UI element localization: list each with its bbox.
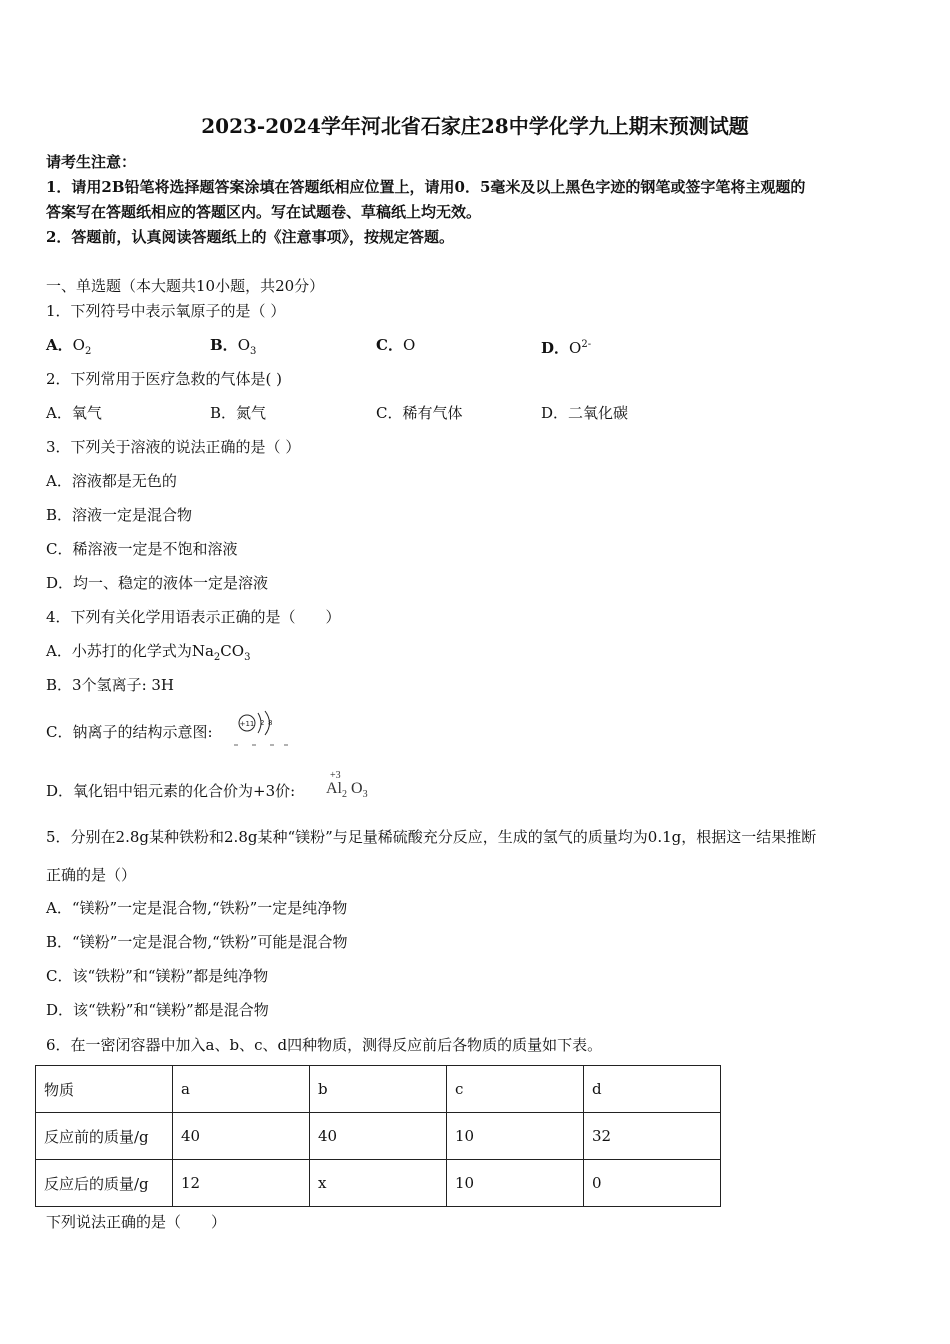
table-cell: 反应前的质量/g bbox=[36, 1113, 173, 1160]
q1-option-b-label: B． bbox=[210, 336, 238, 354]
q5-option-a[interactable]: A．“镁粉”一定是混合物,“铁粉”一定是纯净物 bbox=[46, 899, 348, 917]
q4-option-a-sub2: 3 bbox=[244, 652, 251, 663]
table-header-cell: 物质 bbox=[36, 1066, 173, 1113]
notice-line-1b: 答案写在答题纸相应的答题区内。写在试题卷、草稿纸上均无效。 bbox=[46, 203, 482, 221]
q4-option-a-mid: CO bbox=[220, 642, 245, 660]
q2-option-a[interactable]: A．氧气 bbox=[46, 404, 102, 422]
formula-sub-2: 3 bbox=[362, 789, 368, 801]
q2-option-c[interactable]: C．稀有气体 bbox=[376, 404, 463, 422]
q2-option-b[interactable]: B．氮气 bbox=[210, 404, 267, 422]
mass-table bbox=[35, 1065, 721, 1207]
diagram-nucleus-label: +11 bbox=[239, 720, 255, 728]
q3-option-b[interactable]: B．溶液一定是混合物 bbox=[46, 506, 193, 524]
q4-option-a[interactable] bbox=[46, 641, 250, 668]
table-row bbox=[36, 1160, 721, 1207]
table-header-cell: a bbox=[173, 1066, 310, 1113]
formula-al: Al bbox=[326, 780, 342, 797]
formula-text bbox=[326, 780, 368, 800]
q5-option-c[interactable]: C．该“铁粉”和“镁粉”都是纯净物 bbox=[46, 967, 269, 985]
formula-o: O bbox=[351, 780, 363, 797]
table-cell: 32 bbox=[584, 1113, 721, 1160]
q4-option-a-text: A．小苏打的化学式为Na bbox=[46, 642, 214, 660]
q3-option-c[interactable]: C．稀溶液一定是不饱和溶液 bbox=[46, 540, 238, 558]
q6-stem: 6．在一密闭容器中加入a、b、c、d四种物质，测得反应前后各物质的质量如下表。 bbox=[46, 1036, 603, 1054]
q3-option-d[interactable]: D．均一、稳定的液体一定是溶液 bbox=[46, 574, 269, 592]
page-title: 2023-2024学年河北省石家庄28中学化学九上期末预测试题 bbox=[201, 114, 749, 138]
table-cell: x bbox=[310, 1160, 447, 1207]
table-cell: 12 bbox=[173, 1160, 310, 1207]
table-cell: 10 bbox=[447, 1113, 584, 1160]
aluminum-oxide-valence-formula bbox=[326, 770, 386, 804]
q1-stem: 1．下列符号中表示氧原子的是（ ） bbox=[46, 302, 286, 320]
sodium-ion-structure-diagram bbox=[232, 710, 292, 750]
section-heading: 一、单选题（本大题共10小题，共20分） bbox=[46, 277, 325, 295]
formula-sub-1: 2 bbox=[342, 789, 347, 801]
q3-stem: 3．下列关于溶液的说法正确的是（ ） bbox=[46, 438, 301, 456]
table-cell: 0 bbox=[584, 1160, 721, 1207]
diagram-shell-1-label: 2 bbox=[260, 719, 265, 727]
q1-option-a-sub: 2 bbox=[84, 346, 92, 357]
q4-option-a-sub1: 2 bbox=[213, 652, 221, 663]
q1-option-b-text: O bbox=[237, 336, 250, 354]
table-header-cell: c bbox=[447, 1066, 584, 1113]
valence-label: +3 bbox=[330, 770, 341, 781]
q5-option-d[interactable]: D．该“铁粉”和“镁粉”都是混合物 bbox=[46, 1001, 269, 1019]
q1-option-d-label: D． bbox=[541, 339, 570, 357]
table-cell: 反应后的质量/g bbox=[36, 1160, 173, 1207]
q1-option-d-text: O bbox=[569, 339, 582, 357]
q5-option-b[interactable]: B．“镁粉”一定是混合物,“铁粉”可能是混合物 bbox=[46, 933, 348, 951]
q2-option-d[interactable]: D．二氧化碳 bbox=[541, 404, 629, 422]
q5-stem-line-1: 5．分别在2.8g某种铁粉和2.8g某种“镁粉”与足量稀硫酸充分反应，生成的氢气的质量均为0.1g，根据这一结果推断 bbox=[46, 828, 817, 846]
q1-option-a-label: A． bbox=[46, 336, 73, 354]
table-row bbox=[36, 1113, 721, 1160]
notice-heading: 请考生注意： bbox=[46, 153, 137, 171]
table-header-cell: d bbox=[584, 1066, 721, 1113]
q4-stem: 4．下列有关化学用语表示正确的是（ ） bbox=[46, 608, 341, 626]
q1-option-d-sup: 2- bbox=[581, 339, 592, 350]
q1-option-a[interactable] bbox=[46, 335, 91, 362]
table-cell: 40 bbox=[310, 1113, 447, 1160]
q1-option-c[interactable] bbox=[376, 335, 415, 355]
q4-option-b[interactable]: B．3个氢离子: 3H bbox=[46, 676, 175, 694]
q3-option-a[interactable]: A．溶液都是无色的 bbox=[46, 472, 177, 490]
q1-option-a-text: O bbox=[72, 336, 85, 354]
q6-followup: 下列说法正确的是（ ） bbox=[46, 1213, 227, 1231]
notice-line-1: 1．请用2B铅笔将选择题答案涂填在答题纸相应位置上，请用0．5毫米及以上黑色字迹的钢笔或签字笔将主观题的 bbox=[46, 178, 806, 196]
table-header-row bbox=[36, 1066, 721, 1113]
diagram-shell-2-label: 8 bbox=[268, 719, 273, 727]
q1-option-c-text: O bbox=[402, 336, 416, 354]
q1-option-b-sub: 3 bbox=[250, 346, 257, 357]
table-cell: 10 bbox=[447, 1160, 584, 1207]
q4-option-c[interactable]: C．钠离子的结构示意图: bbox=[46, 723, 213, 741]
table-header-cell: b bbox=[310, 1066, 447, 1113]
q1-option-d[interactable] bbox=[541, 335, 591, 358]
q1-option-b[interactable] bbox=[210, 335, 256, 362]
q1-option-c-label: C． bbox=[376, 336, 403, 354]
table-cell: 40 bbox=[173, 1113, 310, 1160]
q5-stem-line-2: 正确的是（） bbox=[46, 866, 137, 884]
notice-line-2: 2．答题前，认真阅读答题纸上的《注意事项》，按规定答题。 bbox=[46, 228, 454, 246]
q2-stem: 2．下列常用于医疗急救的气体是( ) bbox=[46, 370, 283, 388]
q4-option-d[interactable]: D．氧化铝中铝元素的化合价为+3价: bbox=[46, 782, 296, 800]
